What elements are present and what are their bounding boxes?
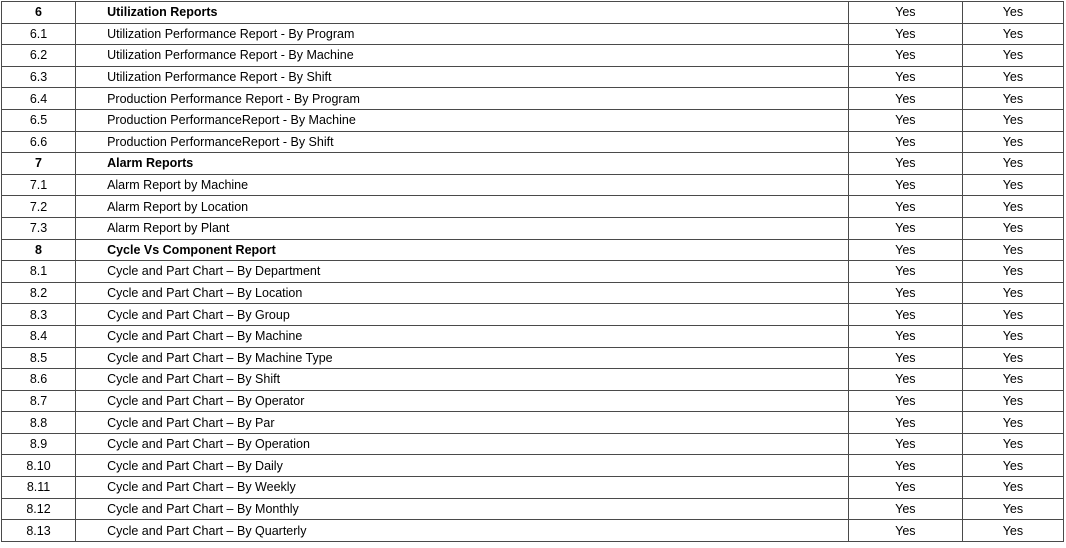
availability-cell-b: Yes [962, 2, 1063, 24]
report-name: Utilization Performance Report - By Shift [76, 66, 849, 88]
availability-cell-a: Yes [848, 347, 962, 369]
availability-cell-b: Yes [962, 217, 1063, 239]
row-number: 8.13 [2, 520, 76, 542]
availability-cell-a: Yes [848, 477, 962, 499]
availability-cell-a: Yes [848, 23, 962, 45]
report-name: Cycle and Part Chart – By Shift [76, 369, 849, 391]
availability-cell-b: Yes [962, 174, 1063, 196]
availability-cell-a: Yes [848, 131, 962, 153]
report-table-body [2, 2, 1064, 542]
availability-cell-a: Yes [848, 66, 962, 88]
row-number: 7.1 [2, 174, 76, 196]
table-row [2, 88, 1064, 110]
availability-cell-b: Yes [962, 153, 1063, 175]
availability-cell-a: Yes [848, 239, 962, 261]
table-row [2, 390, 1064, 412]
table-row [2, 282, 1064, 304]
availability-cell-a: Yes [848, 304, 962, 326]
table-row [2, 477, 1064, 499]
availability-cell-b: Yes [962, 109, 1063, 131]
report-name: Alarm Report by Machine [76, 174, 849, 196]
availability-cell-b: Yes [962, 455, 1063, 477]
table-row [2, 196, 1064, 218]
section-row [2, 239, 1064, 261]
table-row [2, 520, 1064, 542]
row-number: 6.2 [2, 45, 76, 67]
table-row [2, 433, 1064, 455]
section-title: Cycle Vs Component Report [76, 239, 849, 261]
availability-cell-a: Yes [848, 433, 962, 455]
availability-cell-b: Yes [962, 325, 1063, 347]
row-number: 8.9 [2, 433, 76, 455]
availability-cell-b: Yes [962, 369, 1063, 391]
row-number: 8.7 [2, 390, 76, 412]
row-number: 8 [2, 239, 76, 261]
availability-cell-a: Yes [848, 455, 962, 477]
report-name: Cycle and Part Chart – By Weekly [76, 477, 849, 499]
report-table [1, 1, 1064, 542]
report-name: Cycle and Part Chart – By Department [76, 261, 849, 283]
row-number: 8.8 [2, 412, 76, 434]
availability-cell-b: Yes [962, 23, 1063, 45]
availability-cell-a: Yes [848, 88, 962, 110]
table-row [2, 455, 1064, 477]
availability-cell-b: Yes [962, 282, 1063, 304]
table-row [2, 347, 1064, 369]
table-row [2, 217, 1064, 239]
table-row [2, 498, 1064, 520]
availability-cell-a: Yes [848, 498, 962, 520]
availability-cell-b: Yes [962, 433, 1063, 455]
row-number: 8.6 [2, 369, 76, 391]
row-number: 8.5 [2, 347, 76, 369]
row-number: 8.10 [2, 455, 76, 477]
availability-cell-b: Yes [962, 45, 1063, 67]
row-number: 8.2 [2, 282, 76, 304]
availability-cell-a: Yes [848, 520, 962, 542]
availability-cell-a: Yes [848, 196, 962, 218]
availability-cell-a: Yes [848, 282, 962, 304]
table-row [2, 325, 1064, 347]
availability-cell-a: Yes [848, 153, 962, 175]
report-name: Cycle and Part Chart – By Daily [76, 455, 849, 477]
report-name: Production PerformanceReport - By Shift [76, 131, 849, 153]
section-title: Alarm Reports [76, 153, 849, 175]
report-name: Cycle and Part Chart – By Machine [76, 325, 849, 347]
availability-cell-a: Yes [848, 325, 962, 347]
availability-cell-a: Yes [848, 45, 962, 67]
row-number: 6.6 [2, 131, 76, 153]
section-title: Utilization Reports [76, 2, 849, 24]
availability-cell-a: Yes [848, 369, 962, 391]
availability-cell-a: Yes [848, 390, 962, 412]
table-row [2, 261, 1064, 283]
row-number: 6.3 [2, 66, 76, 88]
availability-cell-a: Yes [848, 109, 962, 131]
table-row [2, 369, 1064, 391]
availability-cell-a: Yes [848, 174, 962, 196]
row-number: 7 [2, 153, 76, 175]
availability-cell-b: Yes [962, 66, 1063, 88]
row-number: 8.12 [2, 498, 76, 520]
row-number: 6 [2, 2, 76, 24]
report-name: Cycle and Part Chart – By Location [76, 282, 849, 304]
row-number: 6.4 [2, 88, 76, 110]
table-row [2, 131, 1064, 153]
row-number: 6.5 [2, 109, 76, 131]
report-name: Alarm Report by Location [76, 196, 849, 218]
row-number: 8.4 [2, 325, 76, 347]
availability-cell-b: Yes [962, 498, 1063, 520]
table-row [2, 304, 1064, 326]
report-name: Production Performance Report - By Program [76, 88, 849, 110]
report-name: Cycle and Part Chart – By Operator [76, 390, 849, 412]
report-name: Cycle and Part Chart – By Quarterly [76, 520, 849, 542]
availability-cell-a: Yes [848, 261, 962, 283]
availability-cell-b: Yes [962, 239, 1063, 261]
section-row [2, 2, 1064, 24]
row-number: 7.2 [2, 196, 76, 218]
availability-cell-b: Yes [962, 196, 1063, 218]
availability-cell-b: Yes [962, 520, 1063, 542]
availability-cell-b: Yes [962, 390, 1063, 412]
table-row [2, 45, 1064, 67]
availability-cell-b: Yes [962, 412, 1063, 434]
table-row [2, 23, 1064, 45]
row-number: 8.1 [2, 261, 76, 283]
availability-cell-a: Yes [848, 217, 962, 239]
availability-cell-b: Yes [962, 347, 1063, 369]
availability-cell-b: Yes [962, 88, 1063, 110]
row-number: 7.3 [2, 217, 76, 239]
report-name: Cycle and Part Chart – By Group [76, 304, 849, 326]
report-name: Alarm Report by Plant [76, 217, 849, 239]
report-name: Utilization Performance Report - By Machine [76, 45, 849, 67]
availability-cell-a: Yes [848, 2, 962, 24]
availability-cell-b: Yes [962, 477, 1063, 499]
report-name: Cycle and Part Chart – By Machine Type [76, 347, 849, 369]
table-row [2, 109, 1064, 131]
availability-cell-b: Yes [962, 131, 1063, 153]
report-name: Cycle and Part Chart – By Operation [76, 433, 849, 455]
report-name: Utilization Performance Report - By Program [76, 23, 849, 45]
report-name: Production PerformanceReport - By Machine [76, 109, 849, 131]
availability-cell-a: Yes [848, 412, 962, 434]
availability-cell-b: Yes [962, 304, 1063, 326]
row-number: 8.11 [2, 477, 76, 499]
section-row [2, 153, 1064, 175]
table-row [2, 174, 1064, 196]
table-row [2, 412, 1064, 434]
table-row [2, 66, 1064, 88]
availability-cell-b: Yes [962, 261, 1063, 283]
report-name: Cycle and Part Chart – By Monthly [76, 498, 849, 520]
report-name: Cycle and Part Chart – By Par [76, 412, 849, 434]
row-number: 8.3 [2, 304, 76, 326]
row-number: 6.1 [2, 23, 76, 45]
